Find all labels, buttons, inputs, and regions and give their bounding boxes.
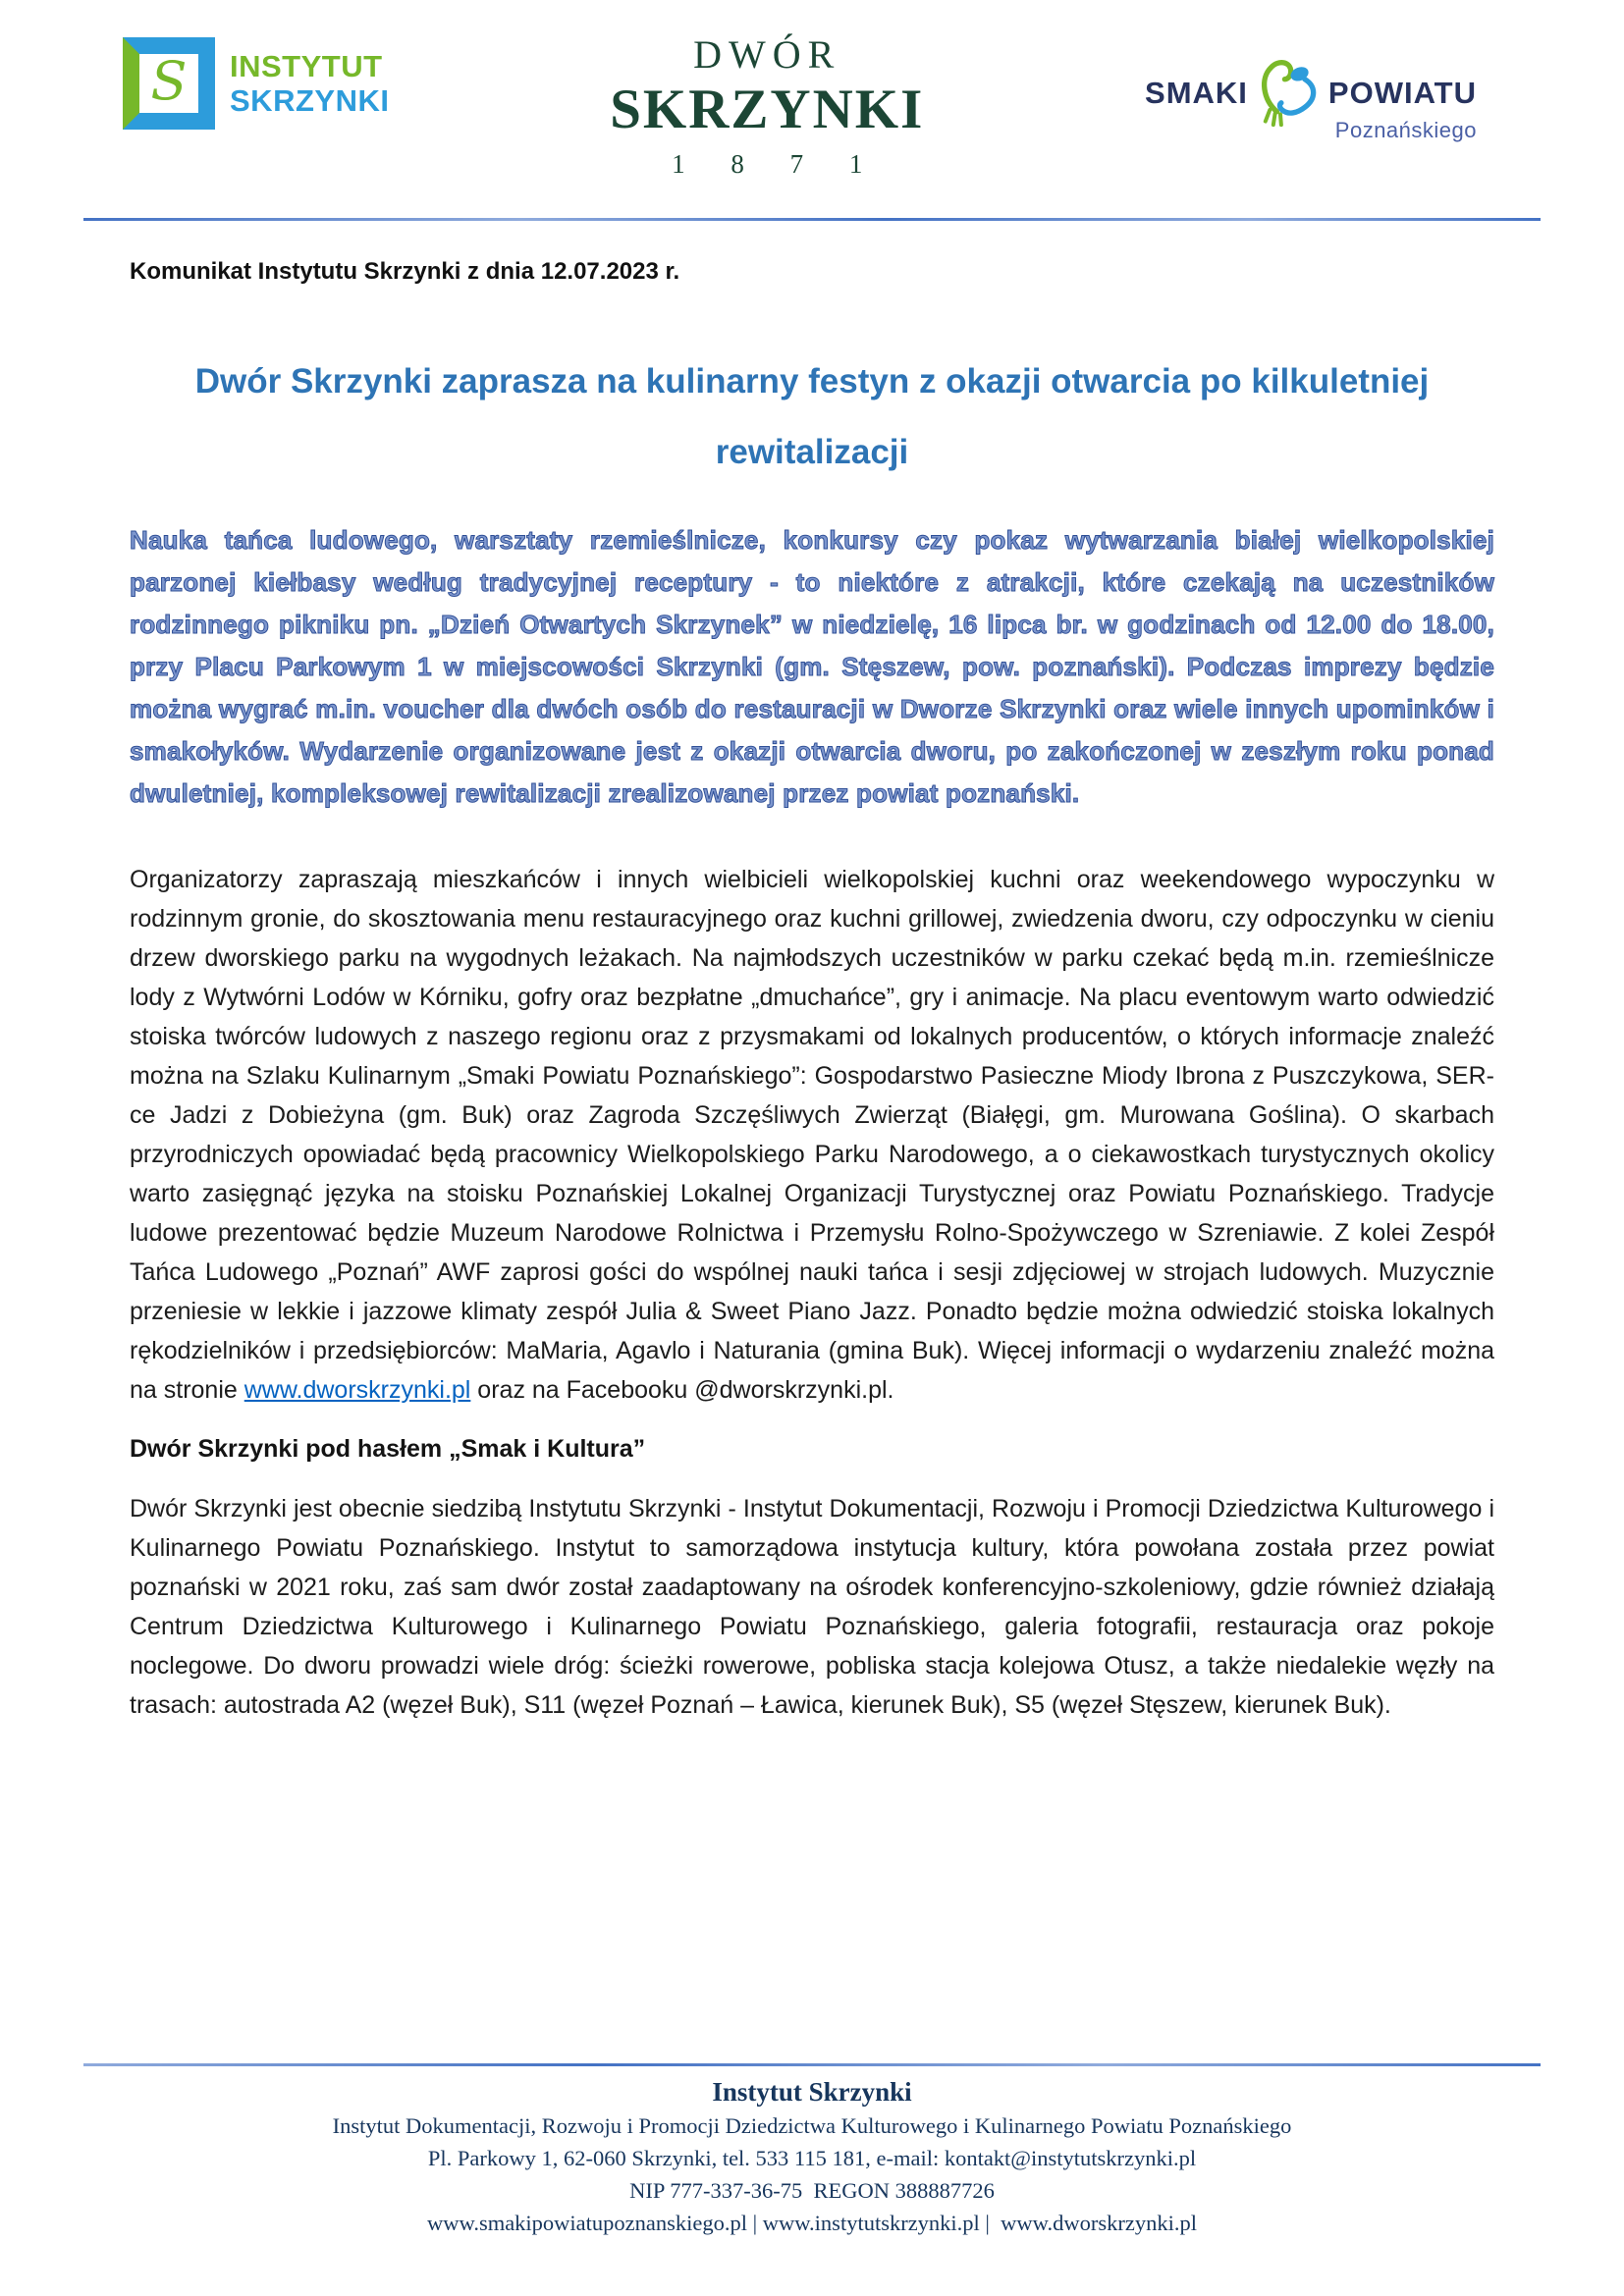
page-title: Dwór Skrzynki zaprasza na kulinarny festyn z okazji otwarcia po kilkuletniej rewitalizacji <box>194 362 1430 471</box>
logo-word-smaki: SMAKI <box>1145 76 1248 110</box>
logo-skrzynki-text: SKRZYNKI <box>610 79 925 140</box>
lead-paragraph: Nauka tańca ludowego, warsztaty rzemieślnicze, konkursy czy pokaz wytwarzania białej wielkopolskiej parzonej kiełbasy według tradycyjnej receptury - to niektóre z atrakcji, które czekają na uczestników rodzinnego pikniku pn. „Dzień Otwartych Skrzynek” w niedzielę, 16 lipca br. w godzinach od 12.00 do 18.00, przy Placu Parkowym 1 w miejscowości Skrzynki (gm. Stęszew, pow. poznański). Podczas imprezy będzie można wygrać m.in. voucher dla dwóch osób do restauracji w Dworze Skrzynki oraz wiele innych upominków i smakołyków. Wydarzenie organizowane jest z okazji otwarcia dworu, po zakończonej w zeszłym roku ponad dwuletniej, kompleksowej rewitalizacji zrealizowanej przez powiat poznański. <box>130 525 1494 808</box>
footer-nip-regon: NIP 777-337-36-75 REGON 388887726 <box>629 2178 995 2203</box>
footer-title: Instytut Skrzynki <box>712 2077 912 2107</box>
fork-spoon-heart-icon <box>1256 55 1321 132</box>
instytut-skrzynki-wordmark <box>230 49 389 118</box>
logo-dwor-text: DWÓR <box>693 32 841 77</box>
header-divider-line <box>83 218 1541 221</box>
main-paragraph-text: Organizatorzy zapraszają mieszkańców i innych wielbicieli wielkopolskiej kuchni oraz weekendowego wypoczynku w rodzinnym gronie, do skosztowania menu restauracyjnego oraz kuchni grillowej, zwiedzenia dworu, czy odpoczynku w cieniu drzew dworskiego parku na wygodnych leżakach. Na najmłodszych uczestników w parku czekać będą m.in. rzemieślnicze lody z Wytwórni Lodów w Kórniku, gofry oraz bezpłatne „dmuchańce”, gry i animacje. Na placu eventowym warto odwiedzić stoiska twórców ludowych z naszego regionu oraz z przysmakami od lokalnych producentów, o których informacje znaleźć można na Szlaku Kulinarnym „Smaki Powiatu Poznańskiego”: Gospodarstwo Pasieczne Miody Ibrona z Puszczykowa, SER-ce Jadzi z Dobieżyna (gm. Buk) oraz Zagroda Szczęśliwych Zwierząt (Białęgi, gm. Murowana Goślina). O skarbach przyrodniczych opowiadać będą pracownicy Wielkopolskiego Parku Narodowego, a o ciekawostkach turystycznych okolicy warto zasięgnąć języka na stoisku Poznańskiej Lokalnej Organizacji Turystycznej oraz Powiatu Poznańskiego. Tradycje ludowe prezentować będzie Muzeum Narodowe Rolnictwa i Przemysłu Rolno-Spożywczego w Szreniawie. Z kolei Zespół Tańca Ludowego „Poznań” AWF zaprosi gości do wspólnej nauki tańca i sesji zdjęciowej w strojach ludowych. Muzycznie przeniesie w lekkie i jazzowe klimaty zespół Julia & Sweet Piano Jazz. Ponadto będzie można odwiedzić stoiska lokalnych rękodzielników i przedsiębiorców: MaMaria, Agavlo i Naturania (gmina Buk). Więcej informacji o wydarzeniu znaleźć można na stronie <box>130 866 1494 1404</box>
dworskrzynki-link[interactable]: www.dworskrzynki.pl <box>244 1376 471 1404</box>
header <box>0 0 1624 192</box>
section-subheading: Dwór Skrzynki pod hasłem „Smak i Kultura” <box>130 1435 646 1463</box>
logo-word-powiatu: POWIATU <box>1327 76 1477 110</box>
footer-org-name: Instytut Dokumentacji, Rozwoju i Promocji Dziedzictwa Kulturowego i Kulinarnego Powiatu Poznańskiego <box>332 2113 1292 2138</box>
monogram-s-icon: S <box>150 50 188 112</box>
about-paragraph: Dwór Skrzynki jest obecnie siedzibą Instytutu Skrzynki - Instytut Dokumentacji, Rozwoju i Promocji Dziedzictwa Kulturowego i Kulinarnego Powiatu Poznańskiego. Instytut to samorządowa instytucja kultury, która powołana została przez powiat poznański w 2021 roku, zaś sam dwór został zaadaptowany na ośrodek konferencyjno-szkoleniowy, gdzie również działają Centrum Dziedzictwa Kulturowego i Kulinarnego Powiatu Poznańskiego, galeria fotografii, restauracja oraz pokoje noclegowe. Do dworu prowadzi wiele dróg: ścieżki rowerowe, pobliska stacja kolejowa Otusz, a także niedalekie węzły na trasach: autostrada A2 (węzeł Buk), S11 (węzeł Poznań – Ławica, kierunek Buk), S5 (węzeł Stęszew, kierunek Buk). <box>130 1495 1494 1719</box>
main-paragraph <box>130 860 1494 1410</box>
communique-date-line: Komunikat Instytutu Skrzynki z dnia 12.07.2023 r. <box>130 258 680 285</box>
box-frame-icon <box>123 37 215 130</box>
logo-year-1871: 1 8 7 1 <box>672 149 883 179</box>
logo-word-skrzynki: SKRZYNKI <box>230 83 390 118</box>
dwor-skrzynki-logo <box>610 31 924 180</box>
smaki-powiatu-logo <box>1145 55 1477 143</box>
instytut-skrzynki-logo <box>123 37 389 130</box>
footer-websites: www.smakipowiatupoznanskiego.pl | www.instytutskrzynki.pl | www.dworskrzynki.pl <box>427 2211 1197 2235</box>
document-body <box>0 258 1624 1725</box>
logo-word-poznanskiego: Poznańskiego <box>1334 118 1477 142</box>
footer <box>83 2063 1541 2239</box>
footer-address-contact: Pl. Parkowy 1, 62-060 Skrzynki, tel. 533 115 181, e-mail: kontakt@instytutskrzynki.pl <box>427 2146 1197 2170</box>
main-paragraph-text-after-link: oraz na Facebooku @dworskrzynki.pl. <box>470 1376 894 1404</box>
logo-word-instytut: INSTYTUT <box>230 49 383 83</box>
